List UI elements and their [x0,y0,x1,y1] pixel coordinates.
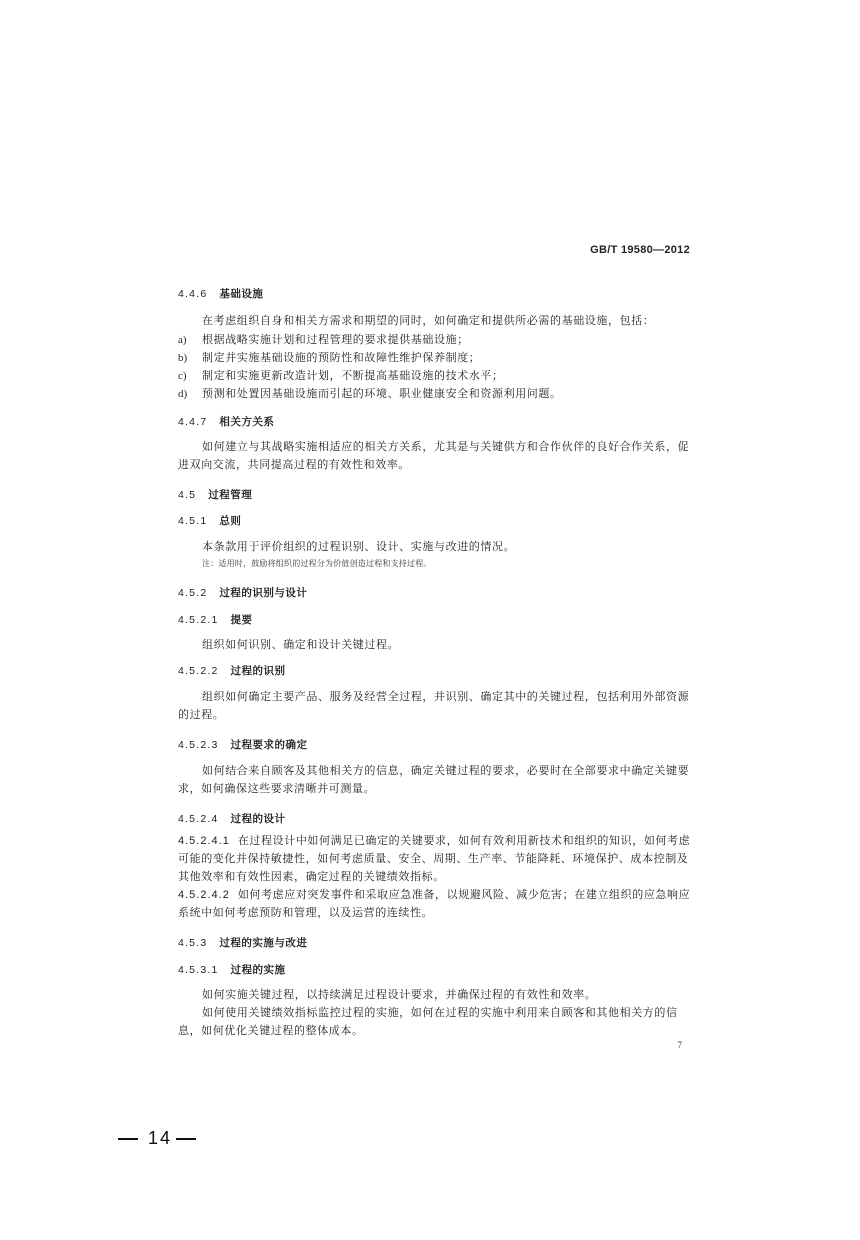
clause-4-5-2-4-2 [178,886,694,922]
list-text: 根据战略实施计划和过程管理的要求提供基础设施； [202,333,469,346]
section-title: 过程的实施 [230,964,286,976]
list-text: 预测和处置因基础设施而引起的环境、职业健康安全和资源利用问题。 [202,387,562,400]
section-number: 4.5.2 [178,587,208,599]
list-marker: c) [178,370,187,382]
section-title: 过程要求的确定 [230,739,308,751]
clause-number: 4.5.2.4.2 [178,889,230,901]
section-number: 4.5.2.1 [178,614,219,626]
heading-4-5-2-3 [178,737,308,752]
clause-text: 如何考虑应对突发事件和采取应急准备，以规避风险、减少危害；在建立组织的应急响应系统中如何考虑预防和管理，以及运营的连续性。 [178,888,691,919]
heading-4-5-3 [178,935,307,950]
heading-4-5-2-1 [178,612,253,627]
section-title: 过程的设计 [230,813,286,825]
heading-4-4-7 [178,414,274,429]
paragraph-infrastructure-intro: 在考虑组织自身和相关方需求和期望的同时，如何确定和提供所必需的基础设施，包括： [202,314,655,327]
section-number: 4.4.6 [178,288,208,300]
dash-right [176,1138,196,1140]
section-number: 4.4.7 [178,416,208,428]
standard-code: GB/T 19580—2012 [590,244,690,256]
heading-4-5-3-1 [178,962,286,977]
clause-text: 在过程设计中如何满足已确定的关键要求，如何有效利用新技术和组织的知识，如何考虑可能的变化并保持敏捷性，如何考虑质量、安全、周期、生产率、节能降耗、环境保护、成本控制及其他效率和有效性因素，确定过程的关键绩效指标。 [178,834,691,883]
heading-4-5-2 [178,585,307,600]
list-item-a [178,331,694,349]
paragraph-process-implementation-2: 如何使用关键绩效指标监控过程的实施，如何在过程的实施中利用来自顾客和其他相关方的信息，如何优化关键过程的整体成本。 [178,1006,678,1037]
paragraph-process-implementation-1: 如何实施关键过程，以持续满足过程设计要求，并确保过程的有效性和效率。 [202,988,597,1001]
section-title: 基础设施 [219,288,264,300]
section-number: 4.5 [178,489,197,501]
dash-left [118,1138,138,1140]
paragraph-stakeholder-relations: 如何建立与其战略实施相适应的相关方关系，尤其是与关键供方和合作伙伴的良好合作关系，促进双向交流，共同提高过程的有效性和效率。 [178,440,690,471]
section-title: 提要 [230,614,253,626]
paragraph-general: 本条款用于评价组织的过程识别、设计、实施与改进的情况。 [202,540,516,553]
heading-4-5-1 [178,513,241,528]
section-number: 4.5.2.3 [178,739,219,751]
paragraph-overview: 组织如何识别、确定和设计关键过程。 [202,638,400,651]
list-marker: a) [178,334,187,346]
note: 注：适用时，鼓励将组织的过程分为价值创造过程和支持过程。 [202,559,432,568]
section-number: 4.5.1 [178,515,208,527]
list-marker: b) [178,352,188,364]
list-item-c [178,367,694,385]
clause-number: 4.5.2.4.1 [178,835,230,847]
page-number: 7 [677,1040,682,1050]
section-title: 总则 [219,515,242,527]
list-marker: d) [178,388,188,400]
binder-page-value: 14 [148,1128,173,1148]
section-title: 过程的识别与设计 [219,587,308,599]
list-item-d [178,385,694,403]
section-title: 过程管理 [208,489,253,501]
section-number: 4.5.2.4 [178,813,219,825]
section-title: 过程的实施与改进 [219,937,308,949]
section-number: 4.5.3.1 [178,964,219,976]
paragraph-process-requirements: 如何结合来自顾客及其他相关方的信息，确定关键过程的要求，必要时在全部要求中确定关键要求，如何确保这些要求清晰并可测量。 [178,764,690,795]
heading-4-5-2-4 [178,811,286,826]
section-title: 相关方关系 [219,416,275,428]
section-title: 过程的识别 [230,665,286,677]
section-number: 4.5.3 [178,937,208,949]
heading-4-5-2-2 [178,663,286,678]
list-text: 制定和实施更新改造计划，不断提高基础设施的技术水平； [202,369,504,382]
heading-4-5 [178,487,252,502]
heading-4-4-6 [178,286,263,301]
list-item-b [178,349,694,367]
paragraph-process-identification: 组织如何确定主要产品、服务及经营全过程，并识别、确定其中的关键过程，包括利用外部资源的过程。 [178,690,690,721]
binder-page-number [118,1128,196,1149]
clause-4-5-2-4-1 [178,832,694,886]
section-number: 4.5.2.2 [178,665,219,677]
list-text: 制定并实施基础设施的预防性和故障性维护保养制度； [202,351,481,364]
